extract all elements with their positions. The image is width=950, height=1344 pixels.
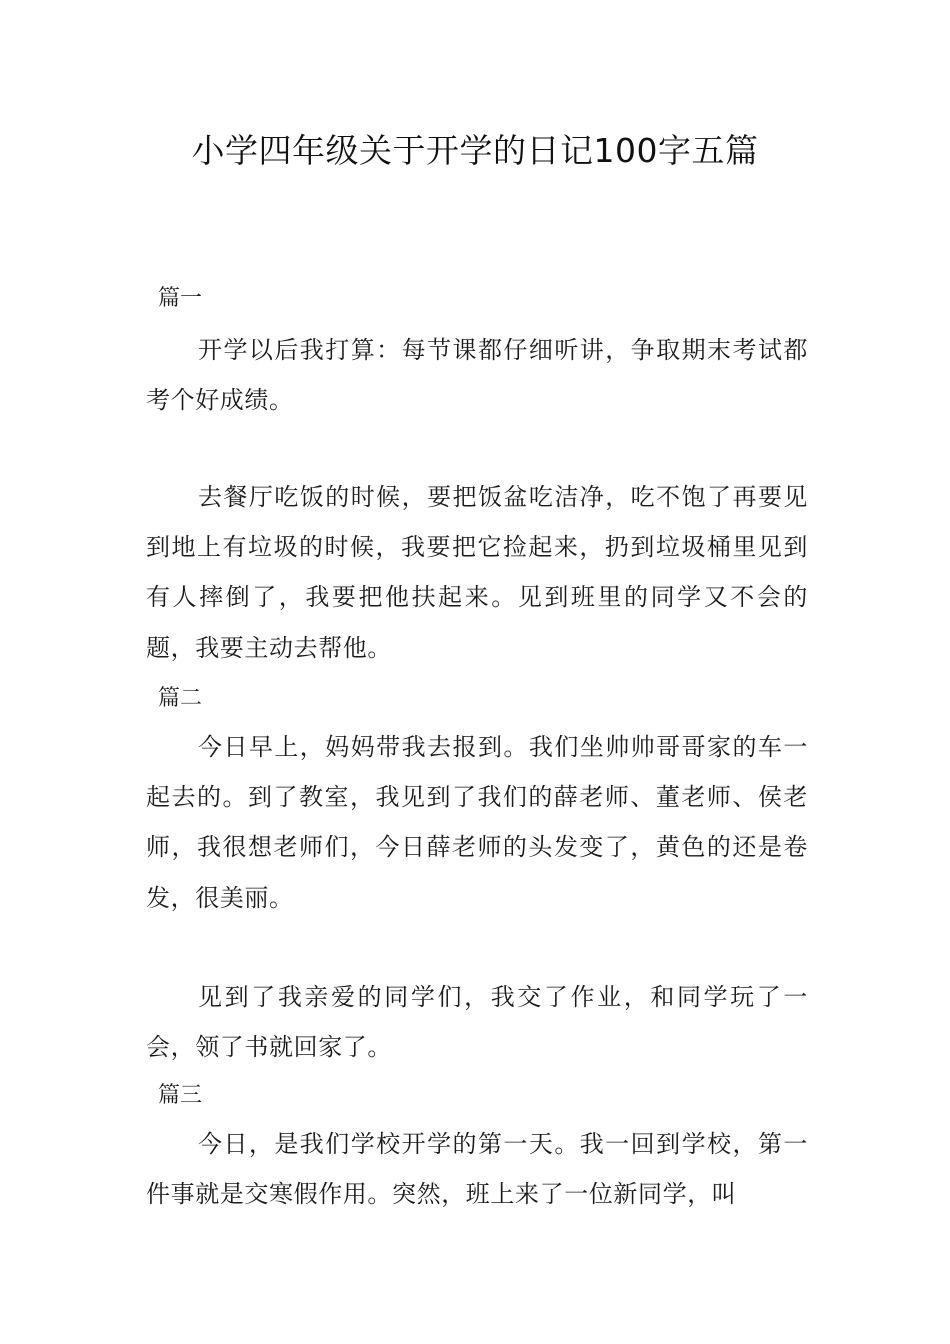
paragraph: 去餐厅吃饭的时候，要把饭盆吃洁净，吃不饱了再要见到地上有垃圾的时候，我要把它捡起来，扔到垃圾桶里见到有人摔倒了，我要把他扶起来。见到班里的同学又不会的题，我要主动去帮他。 — [146, 483, 808, 662]
document-title: 小学四年级关于开学的日记100字五篇 — [191, 131, 759, 170]
section-heading-2: 篇二 — [158, 686, 203, 711]
paragraph: 见到了我亲爱的同学们，我交了作业，和同学玩了一会，领了书就回家了。 — [146, 983, 808, 1062]
section-heading-1: 篇一 — [158, 286, 203, 311]
section-heading-3: 篇三 — [158, 1083, 203, 1108]
paragraph: 今日，是我们学校开学的第一天。我一回到学校，第一件事就是交寒假作用。突然，班上来了一位新同学，叫 — [146, 1130, 808, 1209]
paragraph: 今日早上，妈妈带我去报到。我们坐帅帅哥哥家的车一起去的。到了教室，我见到了我们的薛老师、董老师、侯老师，我很想老师们，今日薛老师的头发变了，黄色的还是卷发，很美丽。 — [146, 733, 808, 912]
paragraph: 开学以后我打算：每节课都仔细听讲，争取期末考试都考个好成绩。 — [146, 336, 808, 415]
